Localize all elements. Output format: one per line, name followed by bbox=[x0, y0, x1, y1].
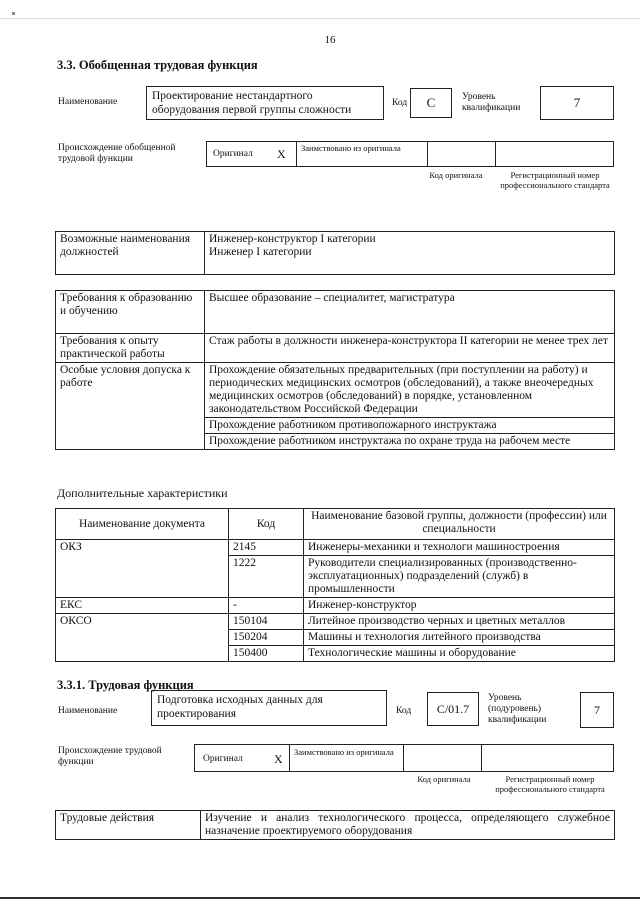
tf-level-label: Уровень (подуровень) квалификации bbox=[488, 693, 547, 725]
row-name: Инженер-конструктор bbox=[304, 598, 615, 614]
tf-name-box: Подготовка исходных данных для проектирования bbox=[151, 690, 387, 726]
positions-values bbox=[205, 232, 615, 275]
gtf-name-box: Проектирование нестандартного оборудования первой группы сложности bbox=[146, 86, 384, 120]
tf-origin-label: Происхождение трудовой функции bbox=[58, 746, 162, 767]
tf-original-label: Оригинал bbox=[203, 754, 243, 764]
origin-label: Происхождение обобщенной трудовой функции bbox=[58, 143, 176, 164]
positions-label: Возможные наименования должностей bbox=[56, 232, 205, 275]
gtf-level-box: 7 bbox=[540, 86, 614, 120]
reg-number-caption: Регистрационный номер профессионального стандарта bbox=[500, 170, 610, 190]
req-education-label: Требования к образованию и обучению bbox=[56, 291, 205, 334]
labor-actions-value: Изучение и анализ технологического процесса, определяющего служебное назначение проектируемого оборудования bbox=[201, 811, 615, 840]
origin-code-caption: Код оригинала bbox=[429, 170, 483, 180]
level-label: Уровень квалификации bbox=[462, 92, 521, 113]
req-education-value: Высшее образование – специалитет, магистратура bbox=[205, 291, 615, 334]
row-code: 150204 bbox=[229, 630, 304, 646]
row-name: Литейное производство черных и цветных металлов bbox=[304, 614, 615, 630]
header-name: Наименование базовой группы, должности (профессии) или специальности bbox=[304, 509, 615, 540]
row-doc: ЕКС bbox=[56, 598, 229, 614]
borrowed-label: Заимствовано из оригинала bbox=[301, 143, 401, 153]
top-scan-edge bbox=[0, 18, 640, 19]
row-code: 150104 bbox=[229, 614, 304, 630]
positions-table bbox=[55, 231, 615, 275]
req-conditions-label: Особые условия допуска к работе bbox=[56, 363, 205, 450]
tf-code-box: C/01.7 bbox=[427, 692, 479, 726]
row-name: Технологические машины и оборудование bbox=[304, 646, 615, 662]
header-code: Код bbox=[229, 509, 304, 540]
tf-code-label: Код bbox=[396, 706, 412, 716]
page-number: 16 bbox=[324, 34, 336, 46]
req-condition-medical: Прохождение обязательных предварительных (при поступлении на работу) и периодических медицинских осмотров (обследований), а также внеочередных медицинских осмотров (обследований) в порядке, установленном законодательством Российской Федерации bbox=[205, 363, 615, 418]
row-code: 150400 bbox=[229, 646, 304, 662]
tf-origin-row bbox=[194, 744, 614, 772]
gtf-code-box: C bbox=[410, 88, 452, 118]
req-experience-label: Требования к опыту практической работы bbox=[56, 334, 205, 363]
tf-original-mark: X bbox=[274, 752, 283, 766]
original-mark: X bbox=[277, 147, 286, 161]
labor-actions-label: Трудовые действия bbox=[56, 811, 201, 840]
row-code: 1222 bbox=[229, 556, 304, 598]
row-doc: ОКСО bbox=[56, 614, 229, 662]
tf-origin-code-caption: Код оригинала bbox=[417, 774, 471, 784]
row-code: - bbox=[229, 598, 304, 614]
req-condition-fire: Прохождение работником противопожарного инструктажа bbox=[205, 418, 615, 434]
labor-actions-table bbox=[55, 810, 615, 840]
row-doc: ОКЗ bbox=[56, 540, 229, 598]
tf-reg-caption: Регистрационный номер профессионального стандарта bbox=[495, 774, 605, 794]
additional-title: Дополнительные характеристики bbox=[57, 486, 228, 500]
section-3-3-title: 3.3. Обобщенная трудовая функция bbox=[57, 58, 258, 72]
code-label: Код bbox=[392, 98, 408, 108]
tf-borrowed-label: Заимствовано из оригинала bbox=[294, 747, 394, 757]
header-doc: Наименование документа bbox=[56, 509, 229, 540]
tf-name-label: Наименование bbox=[58, 706, 118, 716]
requirements-table bbox=[55, 290, 615, 450]
row-code: 2145 bbox=[229, 540, 304, 556]
name-label: Наименование bbox=[58, 97, 118, 107]
scan-speck bbox=[12, 12, 15, 15]
bottom-scan-edge bbox=[0, 897, 640, 899]
position-line: Инженер-конструктор I категории bbox=[209, 233, 376, 245]
req-experience-value: Стаж работы в должности инженера-конструктора II категории не менее трех лет bbox=[205, 334, 615, 363]
row-name: Машины и технология литейного производства bbox=[304, 630, 615, 646]
origin-row bbox=[206, 141, 614, 167]
original-label: Оригинал bbox=[213, 149, 253, 159]
position-line: Инженер I категории bbox=[209, 246, 312, 258]
req-condition-safety: Прохождение работником инструктажа по охране труда на рабочем месте bbox=[205, 434, 615, 450]
row-name: Инженеры-механики и технологи машиностроения bbox=[304, 540, 615, 556]
row-name: Руководители специализированных (производственно-эксплуатационных) подразделений (служб) в промышленности bbox=[304, 556, 615, 598]
additional-table bbox=[55, 508, 615, 662]
tf-level-box: 7 bbox=[580, 692, 614, 728]
section-3-3-1-title: 3.3.1. Трудовая функция bbox=[57, 678, 194, 692]
